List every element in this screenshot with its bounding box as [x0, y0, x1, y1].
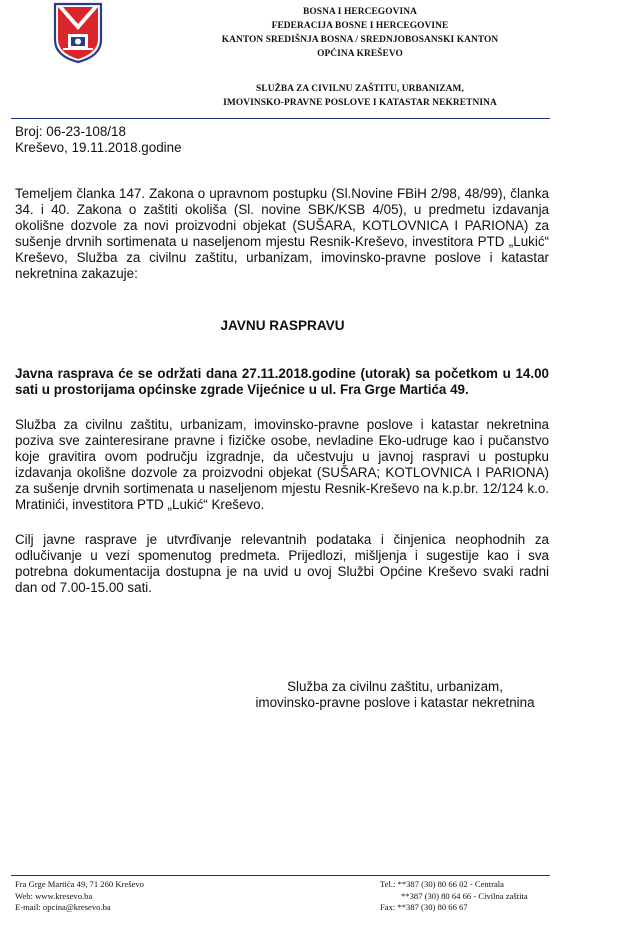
goal-paragraph: Cilj javne rasprave je utvrđivanje relevantnih podataka i činjenica neophodnih za odlučivanje u vezi spomenutog predmeta. Prijedlozi, mišljenja i sugestije kao i sva potrebna dokumentacija dostupna je na uvid u ovoj Službi Općine Kreševo svaki radni dan od 7.00-15.00 sati.	[15, 532, 549, 595]
footer-web-link[interactable]: Web: www.kresevo.ba	[15, 890, 93, 901]
reference-number: Broj: 06-23-108/18	[15, 124, 126, 139]
footer-address: Fra Grge Martića 49, 71 260 Kreševo	[15, 879, 144, 889]
announcement-paragraph: Javna rasprava će se održati dana 27.11.2018.godine (utorak) sa početkom u 14.00 sati u prostorijama općinske zgrade Vijećnice u ul. Fra Grge Martića 49.	[15, 366, 549, 397]
issuer-header	[175, 5, 545, 61]
department-line-1: SLUŽBA ZA CIVILNU ZAŠTITU, URBANIZAM,	[256, 84, 464, 94]
municipal-crest-icon	[53, 2, 103, 64]
footer-phone-central: Tel.: **387 (30) 80 66 02 - Centrala	[380, 879, 504, 889]
invitation-paragraph: Služba za civilnu zaštitu, urbanizam, imovinsko-pravne poslove i katastar nekretnina poziva sve zainteresirane pravne i fizičke osobe, nevladine Eko-udruge kao i pučanstvo koje gravitira ovom području izgradnje, da učestvuju u javnoj raspravi u postupku izdavanja okolišne dozvole za proizvodni objekat (SUŠARA; KOTLOVNICA I PARIONA) za sušenje drvnih sortimenata u naseljenom mjestu Resnik-Kreševo na k.p.br. 12/124 k.o. Mratinići, investitora PTD „Lukić“ Kreševo.	[15, 417, 549, 512]
signature-block	[240, 679, 550, 711]
intro-paragraph: Temeljem članka 147. Zakona o upravnom postupku (Sl.Novine FBiH 2/98, 48/99), članka 34. i 40. Zakona o zaštiti okoliša (Sl. novine SBK/KSB 4/05), u predmetu izdavanja okolišne dozvole za novi proizvodni objekat (SUŠARA, KOTLOVNICA I PARIONA) za sušenje drvnih sortimenata u naseljenom mjestu Resnik-Kreševo, investitora PTD „Lukić“ Kreševo, Služba za civilnu zaštitu, urbanizam, imovinsko-pravne poslove i katastar nekretnina zakazuje:	[15, 186, 549, 281]
header-line-federation: FEDERACIJA BOSNE I HERCEGOVINE	[271, 21, 449, 31]
footer-divider	[11, 875, 550, 876]
department-line-2: IMOVINSKO-PRAVNE POSLOVE I KATASTAR NEKRETNINA	[223, 98, 497, 108]
place-date: Kreševo, 19.11.2018.godine	[15, 140, 182, 155]
footer-contact-left	[15, 879, 144, 914]
footer-contact-right	[380, 879, 550, 914]
footer-phone-civil-protection: **387 (30) 80 64 66 - Civilna zaštita	[401, 890, 528, 901]
department-header	[175, 82, 545, 110]
header-line-canton: KANTON SREDIŠNJA BOSNA / SREDNJOBOSANSKI KANTON	[221, 35, 499, 45]
header-line-country: BOSNA I HERCEGOVINA	[303, 7, 417, 17]
header-line-municipality: OPĆINA KREŠEVO	[317, 49, 403, 59]
signature-line-1: Služba za civilnu zaštitu, urbanizam,	[287, 679, 503, 694]
footer-fax: Fax: **387 (30) 80 66 67	[380, 902, 468, 912]
footer-email-link[interactable]: E-mail: opcina@kresevo.ba	[15, 902, 111, 912]
reference-block	[15, 124, 182, 156]
document-title: JAVNU RASPRAVU	[220, 318, 345, 333]
header-divider	[11, 118, 550, 119]
signature-line-2: imovinsko-pravne poslove i katastar nekretnina	[255, 695, 535, 710]
